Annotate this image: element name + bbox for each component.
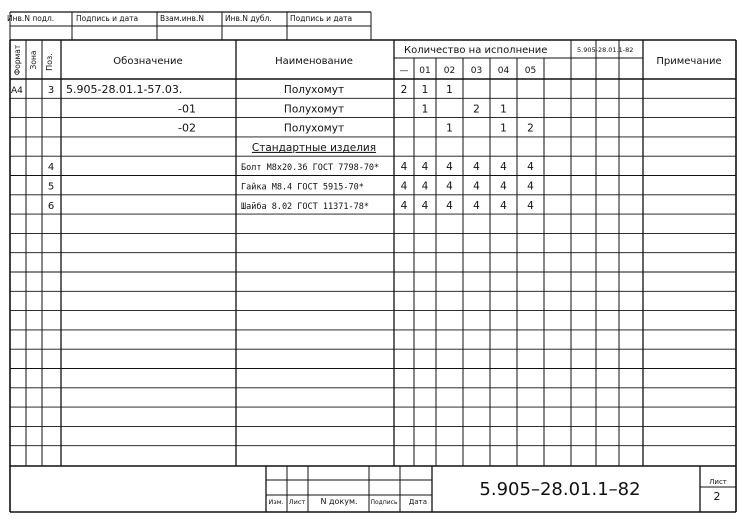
- row-name-section: Стандартные изделия: [251, 141, 377, 154]
- row-qty-4: 1: [500, 103, 507, 116]
- stamp-inv-dubl: Инв.N дубл.: [225, 14, 272, 23]
- row-qty-2: 4: [446, 161, 453, 174]
- row-qty-5: 4: [527, 161, 534, 174]
- label-izm: Изм.: [268, 498, 284, 506]
- header-zone: Зона: [29, 50, 38, 70]
- row-qty-2: 4: [446, 199, 453, 212]
- title-block: [268, 478, 727, 506]
- table-row: [48, 161, 534, 173]
- row-qty-3: 4: [473, 199, 480, 212]
- table-row: [48, 181, 534, 193]
- table-row: [178, 122, 534, 135]
- document-number: 5.905–28.01.1–82: [479, 479, 641, 500]
- row-qty-4: 1: [500, 122, 507, 135]
- row-qty-5: 4: [527, 199, 534, 212]
- row-qty-1: 4: [421, 199, 429, 212]
- row-qty-4: 4: [500, 199, 507, 212]
- table-row: [178, 102, 507, 115]
- stamp-vzam-inv: Взам.инв.N: [160, 14, 204, 23]
- variant-header-4: 04: [497, 66, 510, 76]
- row-qty-5: 4: [527, 180, 534, 193]
- stamp-signature-date-2: Подпись и дата: [290, 14, 353, 23]
- row-qty-1: 4: [421, 161, 429, 174]
- row-qty-4: 4: [500, 161, 507, 174]
- header-qty: Количество на исполнение: [404, 45, 548, 56]
- row-qty-2: 1: [446, 122, 453, 135]
- row-qty-4: 4: [500, 180, 507, 193]
- row-designation: -01: [178, 102, 196, 116]
- label-podpis: Подпись: [370, 499, 398, 506]
- header-pos: Поз.: [45, 53, 54, 71]
- sheet-number: 2: [713, 490, 721, 503]
- row-name: Шайба 8.02 ГОСТ 11371-78*: [241, 201, 369, 212]
- row-name: Гайка М8.4 ГОСТ 5915-70*: [241, 182, 364, 193]
- row-pos: 5: [47, 181, 55, 193]
- header-name: Наименование: [275, 56, 353, 67]
- row-qty-2: 1: [446, 84, 453, 96]
- row-designation: 5.905-28.01.1-57.03.: [66, 83, 183, 96]
- label-list: Лист: [288, 498, 306, 506]
- sheet-label: Лист: [709, 478, 727, 486]
- header-format: Формат: [13, 44, 22, 76]
- row-name: Полухомут: [283, 103, 345, 116]
- table-row: [48, 200, 534, 212]
- specification-rows: [11, 83, 534, 212]
- row-name: Полухомут: [283, 122, 345, 135]
- table-header: [13, 44, 722, 76]
- label-data: Дата: [408, 498, 428, 506]
- row-qty-1: 1: [421, 103, 429, 116]
- row-pos: 3: [47, 85, 55, 96]
- variant-header-5: 05: [524, 66, 537, 76]
- row-qty-3: 2: [473, 103, 480, 116]
- row-qty-0: 2: [400, 84, 408, 96]
- row-name: Болт М8х20.36 ГОСТ 7798-70*: [241, 163, 380, 174]
- stamp-inv-podl: Инв.N подл.: [7, 14, 55, 23]
- row-pos: 6: [47, 200, 55, 212]
- row-name: Полухомут: [283, 84, 345, 96]
- stamp-signature-date-1: Подпись и дата: [76, 14, 139, 23]
- variant-header-1: 01: [419, 66, 431, 76]
- table-row: [252, 142, 376, 154]
- row-designation: -02: [178, 121, 196, 135]
- table-row: [11, 83, 453, 96]
- row-format: A4: [11, 86, 23, 96]
- header-qty-doc: 5.905-28.01.1-82: [577, 46, 634, 54]
- row-qty-0: 4: [400, 161, 408, 174]
- row-qty-1: 4: [421, 180, 429, 193]
- top-stamp: [7, 14, 352, 23]
- variant-header-2: 02: [443, 66, 456, 76]
- row-qty-0: 4: [400, 180, 408, 193]
- variant-header-0: —: [399, 66, 409, 76]
- row-pos: 4: [47, 162, 55, 174]
- row-qty-3: 4: [473, 161, 480, 174]
- variant-header-3: 03: [470, 66, 483, 76]
- row-qty-5: 2: [527, 122, 534, 135]
- header-designation: Обозначение: [113, 56, 183, 67]
- row-qty-3: 4: [473, 180, 480, 193]
- row-qty-2: 4: [446, 180, 453, 193]
- header-note: Примечание: [656, 56, 722, 67]
- row-qty-0: 4: [400, 199, 408, 212]
- row-qty-1: 1: [421, 84, 429, 96]
- label-n-dokum: N докум.: [320, 497, 358, 506]
